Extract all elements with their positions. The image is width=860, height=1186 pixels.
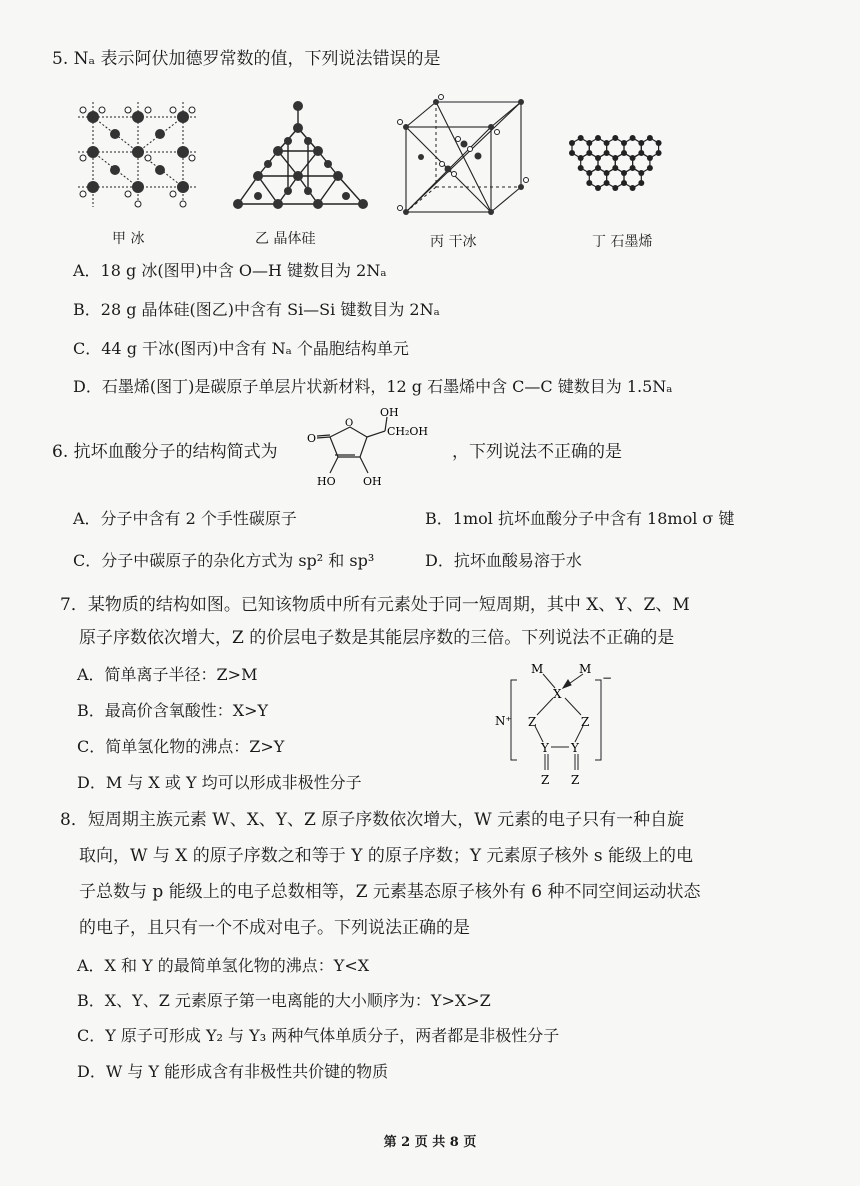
graphene-carbon-atom — [612, 135, 618, 141]
oh-top-label: OH — [380, 406, 399, 419]
carbonyl-o-label: O — [307, 432, 317, 445]
graphene-carbon-atom — [612, 185, 618, 191]
cation-label: N⁺ — [495, 714, 512, 728]
atom-z-bottom-right: Z — [571, 773, 580, 787]
atom-m-left: M — [531, 662, 544, 676]
q8-stem-line-2: 取向，W 与 X 的原子序数之和等于 Y 的原子序数；Y 元素原子核外 s 能级上的电 — [79, 846, 693, 866]
graphene-carbon-atom — [656, 140, 662, 146]
q8-option-c: C．Y 原子可形成 Y₂ 与 Y₃ 两种气体单质分子，两者都是非极性分子 — [77, 1026, 560, 1045]
atom-z-bottom-left: Z — [541, 773, 550, 787]
graphene-carbon-atom — [612, 155, 618, 161]
graphene-carbon-atom — [647, 135, 653, 141]
q5-option-a: A．18 g 冰(图甲)中含 O—H 键数目为 2Nₐ — [73, 261, 387, 280]
graphene-carbon-atom — [647, 165, 653, 171]
silicon-crystal-figure — [228, 96, 378, 218]
graphene-carbon-atom — [586, 150, 592, 156]
graphene-carbon-atom — [604, 170, 610, 176]
graphene-carbon-atom — [595, 135, 601, 141]
graphene-carbon-atom — [586, 140, 592, 146]
graphene-carbon-atom — [612, 165, 618, 171]
ring-o-label: O — [345, 418, 354, 429]
graphene-figure — [560, 126, 705, 226]
graphene-carbon-atom — [630, 185, 636, 191]
q6-option-c: C．分子中碳原子的杂化方式为 sp² 和 sp³ — [73, 551, 375, 570]
ascorbic-acid-structure — [305, 405, 455, 495]
q8-option-d: D．W 与 Y 能形成含有非极性共价键的物质 — [77, 1062, 389, 1081]
caption-dry-ice: 丙 干冰 — [430, 234, 477, 250]
atom-z-left: Z — [528, 715, 537, 729]
caption-graphene: 丁 石墨烯 — [592, 234, 653, 250]
q7-option-d: D．M 与 X 或 Y 均可以形成非极性分子 — [77, 773, 362, 792]
graphene-carbon-atom — [621, 150, 627, 156]
graphene-carbon-atom — [638, 180, 644, 186]
atom-m-right: M — [579, 662, 592, 676]
q7-stem-line-2: 原子序数依次增大，Z 的价层电子数是其能层序数的三倍。下列说法不正确的是 — [79, 628, 675, 648]
q5-option-b: B．28 g 晶体硅(图乙)中含有 Si—Si 键数目为 2Nₐ — [73, 300, 440, 319]
q7-option-b: B．最高价含氧酸性：X>Y — [77, 701, 269, 720]
graphene-carbon-atom — [630, 165, 636, 171]
graphene-carbon-atom — [578, 165, 584, 171]
graphene-carbon-atom — [604, 140, 610, 146]
graphene-carbon-atom — [604, 150, 610, 156]
graphene-carbon-atom — [586, 170, 592, 176]
ho-left-label: HO — [317, 475, 336, 488]
q6-stem-end: ，下列说法不正确的是 — [452, 442, 622, 462]
q5-option-c: C．44 g 干冰(图丙)中含有 Nₐ 个晶胞结构单元 — [73, 339, 409, 358]
q8-option-a: A．X 和 Y 的最简单氢化物的沸点：Y<X — [77, 956, 370, 975]
atom-x: X — [553, 687, 562, 701]
graphene-carbon-atom — [595, 185, 601, 191]
graphene-carbon-atom — [638, 170, 644, 176]
caption-ice: 甲 冰 — [112, 231, 145, 247]
graphene-carbon-atom — [578, 155, 584, 161]
q8-stem-line-3: 子总数与 p 能级上的电子总数相等，Z 元素基态原子核外有 6 种不同空间运动状态 — [79, 882, 701, 902]
dry-ice-figure — [396, 92, 531, 222]
q8-stem-line-4: 的电子，且只有一个不成对电子。下列说法正确的是 — [79, 918, 470, 938]
graphene-carbon-atom — [586, 180, 592, 186]
graphene-carbon-atom — [569, 150, 575, 156]
page-footer: 第 2 页 共 8 页 — [383, 1135, 477, 1150]
graphene-carbon-atom — [621, 180, 627, 186]
q5-stem: 5. Nₐ 表示阿伏加德罗常数的值，下列说法错误的是 — [52, 49, 441, 69]
atom-y-right: Y — [571, 741, 579, 755]
ch2oh-label: CH₂OH — [387, 425, 429, 438]
q6-stem-start: 6. 抗坏血酸分子的结构简式为 — [52, 442, 278, 462]
charge-minus: − — [602, 671, 613, 685]
q6-option-b: B．1mol 抗坏血酸分子中含有 18mol σ 键 — [425, 509, 735, 528]
oh-right-label: OH — [363, 475, 382, 488]
graphene-carbon-atom — [595, 165, 601, 171]
graphene-carbon-atom — [638, 140, 644, 146]
graphene-carbon-atom — [656, 150, 662, 156]
q5-option-d: D．石墨烯(图丁)是碳原子单层片状新材料，12 g 石墨烯中含 C—C 键数目为 1.5Nₐ — [73, 377, 673, 396]
q8-stem-line-1: 8．短周期主族元素 W、X、Y、Z 原子序数依次增大，W 元素的电子只有一种自旋 — [60, 810, 685, 830]
atom-y-left: Y — [541, 741, 549, 755]
q7-ion-structure — [495, 660, 620, 795]
q7-stem-line-1: 7．某物质的结构如图。已知该物质中所有元素处于同一短周期，其中 X、Y、Z、M — [60, 595, 690, 615]
graphene-carbon-atom — [621, 170, 627, 176]
q6-option-a: A．分子中含有 2 个手性碳原子 — [73, 509, 297, 528]
atom-z-right: Z — [581, 715, 590, 729]
graphene-carbon-atom — [630, 155, 636, 161]
q6-option-d: D．抗坏血酸易溶于水 — [425, 551, 582, 570]
q7-option-c: C．简单氢化物的沸点：Z>Y — [77, 737, 285, 756]
graphene-carbon-atom — [630, 135, 636, 141]
graphene-carbon-atom — [578, 135, 584, 141]
graphene-carbon-atom — [569, 140, 575, 146]
graphene-carbon-atom — [604, 180, 610, 186]
ice-structure-figure — [68, 92, 208, 222]
graphene-carbon-atom — [647, 155, 653, 161]
q7-option-a: A．简单离子半径：Z>M — [77, 665, 258, 684]
graphene-carbon-atom — [621, 140, 627, 146]
graphene-carbon-atom — [595, 155, 601, 161]
caption-silicon: 乙 晶体硅 — [255, 231, 316, 247]
q8-option-b: B．X、Y、Z 元素原子第一电离能的大小顺序为：Y>X>Z — [77, 991, 491, 1010]
graphene-carbon-atom — [638, 150, 644, 156]
